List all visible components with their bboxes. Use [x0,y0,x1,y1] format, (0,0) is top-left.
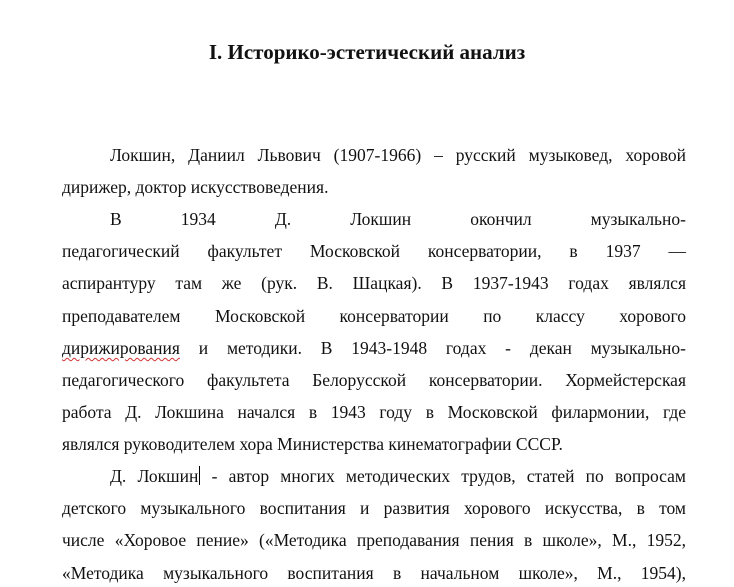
text-line: педагогический факультет Московской консерватории, в 1937 — [62,241,686,261]
text-line-rest: и методики. В 1943-1948 годах - декан музыкально- [179,338,686,358]
text-line: педагогического факультета Белорусской консерватории. Хормейстерская [62,370,686,390]
text-line [110,464,686,488]
text-line: работа Д. Локшина начался в 1943 году в Московской филармонии, где [62,402,686,422]
text-line: являлся руководителем хора Министерства кинематографии СССР. [62,434,563,454]
text-line: «Методика музыкального воспитания в начальном школе», М., 1954), [62,563,686,583]
text-line: дирижер, доктор искусствоведения. [62,177,329,197]
text-line [62,336,686,360]
spellcheck-word[interactable]: дирижирования [62,338,180,358]
text-line: детского музыкального воспитания и развития хорового искусства, в том [62,498,686,518]
text-line: числе «Хоровое пение» («Методика преподавания пения в школе», М., 1952, [62,530,686,550]
text-line-start: Д. Локшин [110,466,199,486]
text-line: аспирантуру там же (рук. В. Шацкая). В 1937-1943 годах являлся [62,273,686,293]
text-line: преподавателем Московской консерватории по классу хорового [62,306,686,326]
document-heading: I. Историко-эстетический анализ [208,40,526,64]
text-line: В 1934 Д. Локшин окончил музыкально- [110,209,686,229]
text-line-rest: - автор многих методических трудов, статей по вопросам [200,466,686,486]
text-line: Локшин, Даниил Львович (1907-1966) – русский музыковед, хоровой [110,145,686,165]
